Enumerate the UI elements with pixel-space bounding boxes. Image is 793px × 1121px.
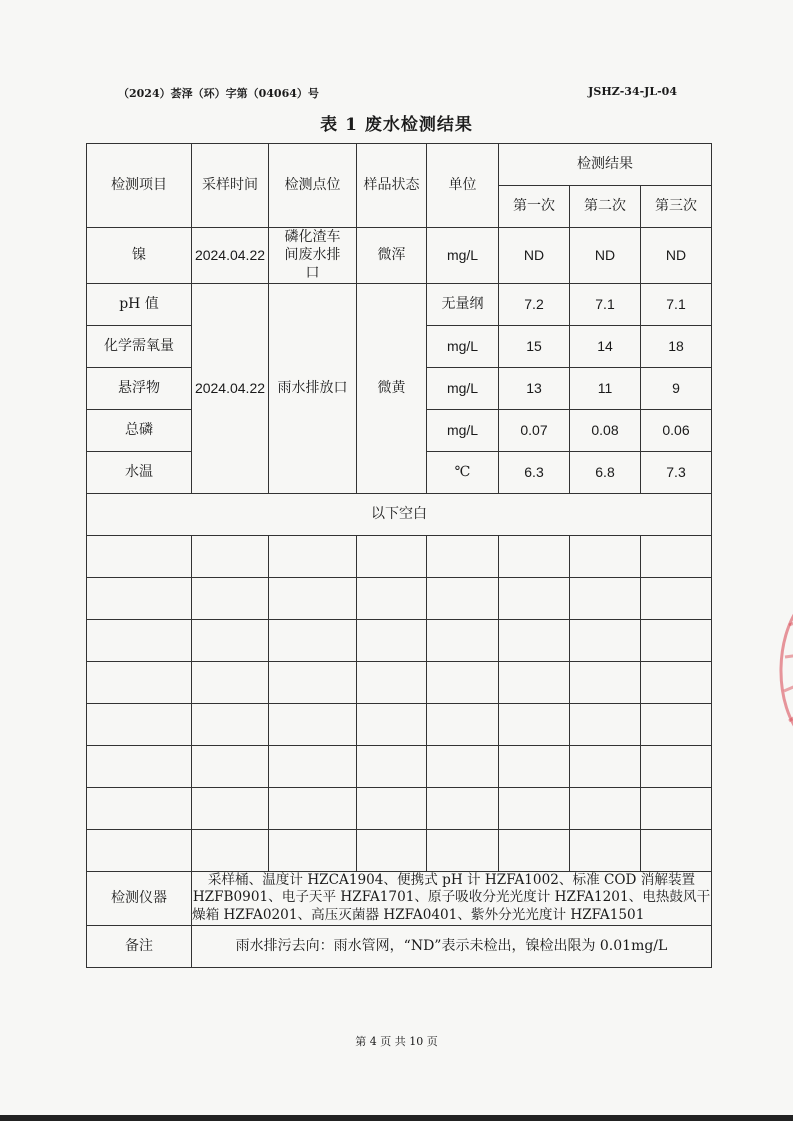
- cell-result-1: 0.07: [499, 409, 570, 451]
- header-results: 检测结果: [499, 144, 712, 186]
- cell-result-3: ND: [641, 228, 712, 284]
- header-state: 样品状态: [357, 144, 427, 228]
- cell-unit: ℃: [427, 451, 499, 493]
- instrument-text: 采样桶、温度计 HZCA1904、便携式 pH 计 HZFA1002、标准 COD 消解装置 HZFB0901、电子天平 HZFA1701、原子吸收分光光度计 HZFA1201、电热鼓风干燥箱 HZFA0201、高压灭菌器 HZFA0401、紫外分光光度计 HZFA1501: [192, 871, 712, 925]
- cell-time: 2024.04.22: [192, 228, 269, 284]
- report-number: （2024）荟泽（环）字第（04064）号: [118, 87, 319, 100]
- header-location: 检测点位: [269, 144, 357, 228]
- table-row: [87, 283, 712, 325]
- cell-unit: mg/L: [427, 325, 499, 367]
- cell-result-3: 7.3: [641, 451, 712, 493]
- blank-row: [87, 535, 712, 577]
- cell-result-1: 7.2: [499, 283, 570, 325]
- cell-result-1: 6.3: [499, 451, 570, 493]
- cell-item: 化学需氧量: [87, 325, 192, 367]
- blank-row: [87, 829, 712, 871]
- cell-result-2: 6.8: [570, 451, 641, 493]
- wastewater-results-table: [86, 143, 712, 968]
- remark-row: [87, 925, 712, 967]
- cell-result-2: 7.1: [570, 283, 641, 325]
- table-title: 表 1 废水检测结果: [320, 115, 473, 135]
- header-first: 第一次: [499, 186, 570, 228]
- cell-state: 微黄: [357, 283, 427, 493]
- cell-item: 水温: [87, 451, 192, 493]
- blank-note-row: [87, 493, 712, 535]
- cell-result-2: 0.08: [570, 409, 641, 451]
- blank-row: [87, 661, 712, 703]
- cell-result-3: 9: [641, 367, 712, 409]
- header-time: 采样时间: [192, 144, 269, 228]
- cell-unit: mg/L: [427, 367, 499, 409]
- table-row: [87, 228, 712, 284]
- cell-item: 镍: [87, 228, 192, 284]
- cell-location: 磷化渣车间废水排口: [269, 228, 357, 284]
- remark-text: 雨水排污去向：雨水管网，“ND”表示未检出，镍检出限为 0.01mg/L: [192, 925, 712, 967]
- cell-time: 2024.04.22: [192, 283, 269, 493]
- red-stamp-fragment: [767, 595, 793, 745]
- header-item: 检测项目: [87, 144, 192, 228]
- blank-row: [87, 787, 712, 829]
- blank-row: [87, 577, 712, 619]
- cell-item: pH 值: [87, 283, 192, 325]
- cell-location: 雨水排放口: [269, 283, 357, 493]
- instrument-row: [87, 871, 712, 925]
- scan-edge: [0, 1115, 793, 1121]
- blank-row: [87, 703, 712, 745]
- cell-unit: 无量纲: [427, 283, 499, 325]
- cell-result-1: 15: [499, 325, 570, 367]
- cell-item: 总磷: [87, 409, 192, 451]
- cell-state: 微浑: [357, 228, 427, 284]
- header-third: 第三次: [641, 186, 712, 228]
- header-row: [87, 144, 712, 186]
- cell-unit: mg/L: [427, 409, 499, 451]
- page-footer: 第 4 页 共 10 页: [355, 1035, 438, 1048]
- cell-result-2: 14: [570, 325, 641, 367]
- header-second: 第二次: [570, 186, 641, 228]
- cell-item: 悬浮物: [87, 367, 192, 409]
- document-code: JSHZ-34-JL-04: [588, 85, 677, 98]
- cell-result-3: 0.06: [641, 409, 712, 451]
- blank-row: [87, 619, 712, 661]
- instrument-label: 检测仪器: [87, 871, 192, 925]
- header-unit: 单位: [427, 144, 499, 228]
- cell-result-1: 13: [499, 367, 570, 409]
- cell-result-2: ND: [570, 228, 641, 284]
- blank-row: [87, 745, 712, 787]
- remark-label: 备注: [87, 925, 192, 967]
- cell-result-3: 7.1: [641, 283, 712, 325]
- cell-result-3: 18: [641, 325, 712, 367]
- cell-result-1: ND: [499, 228, 570, 284]
- cell-unit: mg/L: [427, 228, 499, 284]
- blank-note: 以下空白: [87, 493, 712, 535]
- cell-result-2: 11: [570, 367, 641, 409]
